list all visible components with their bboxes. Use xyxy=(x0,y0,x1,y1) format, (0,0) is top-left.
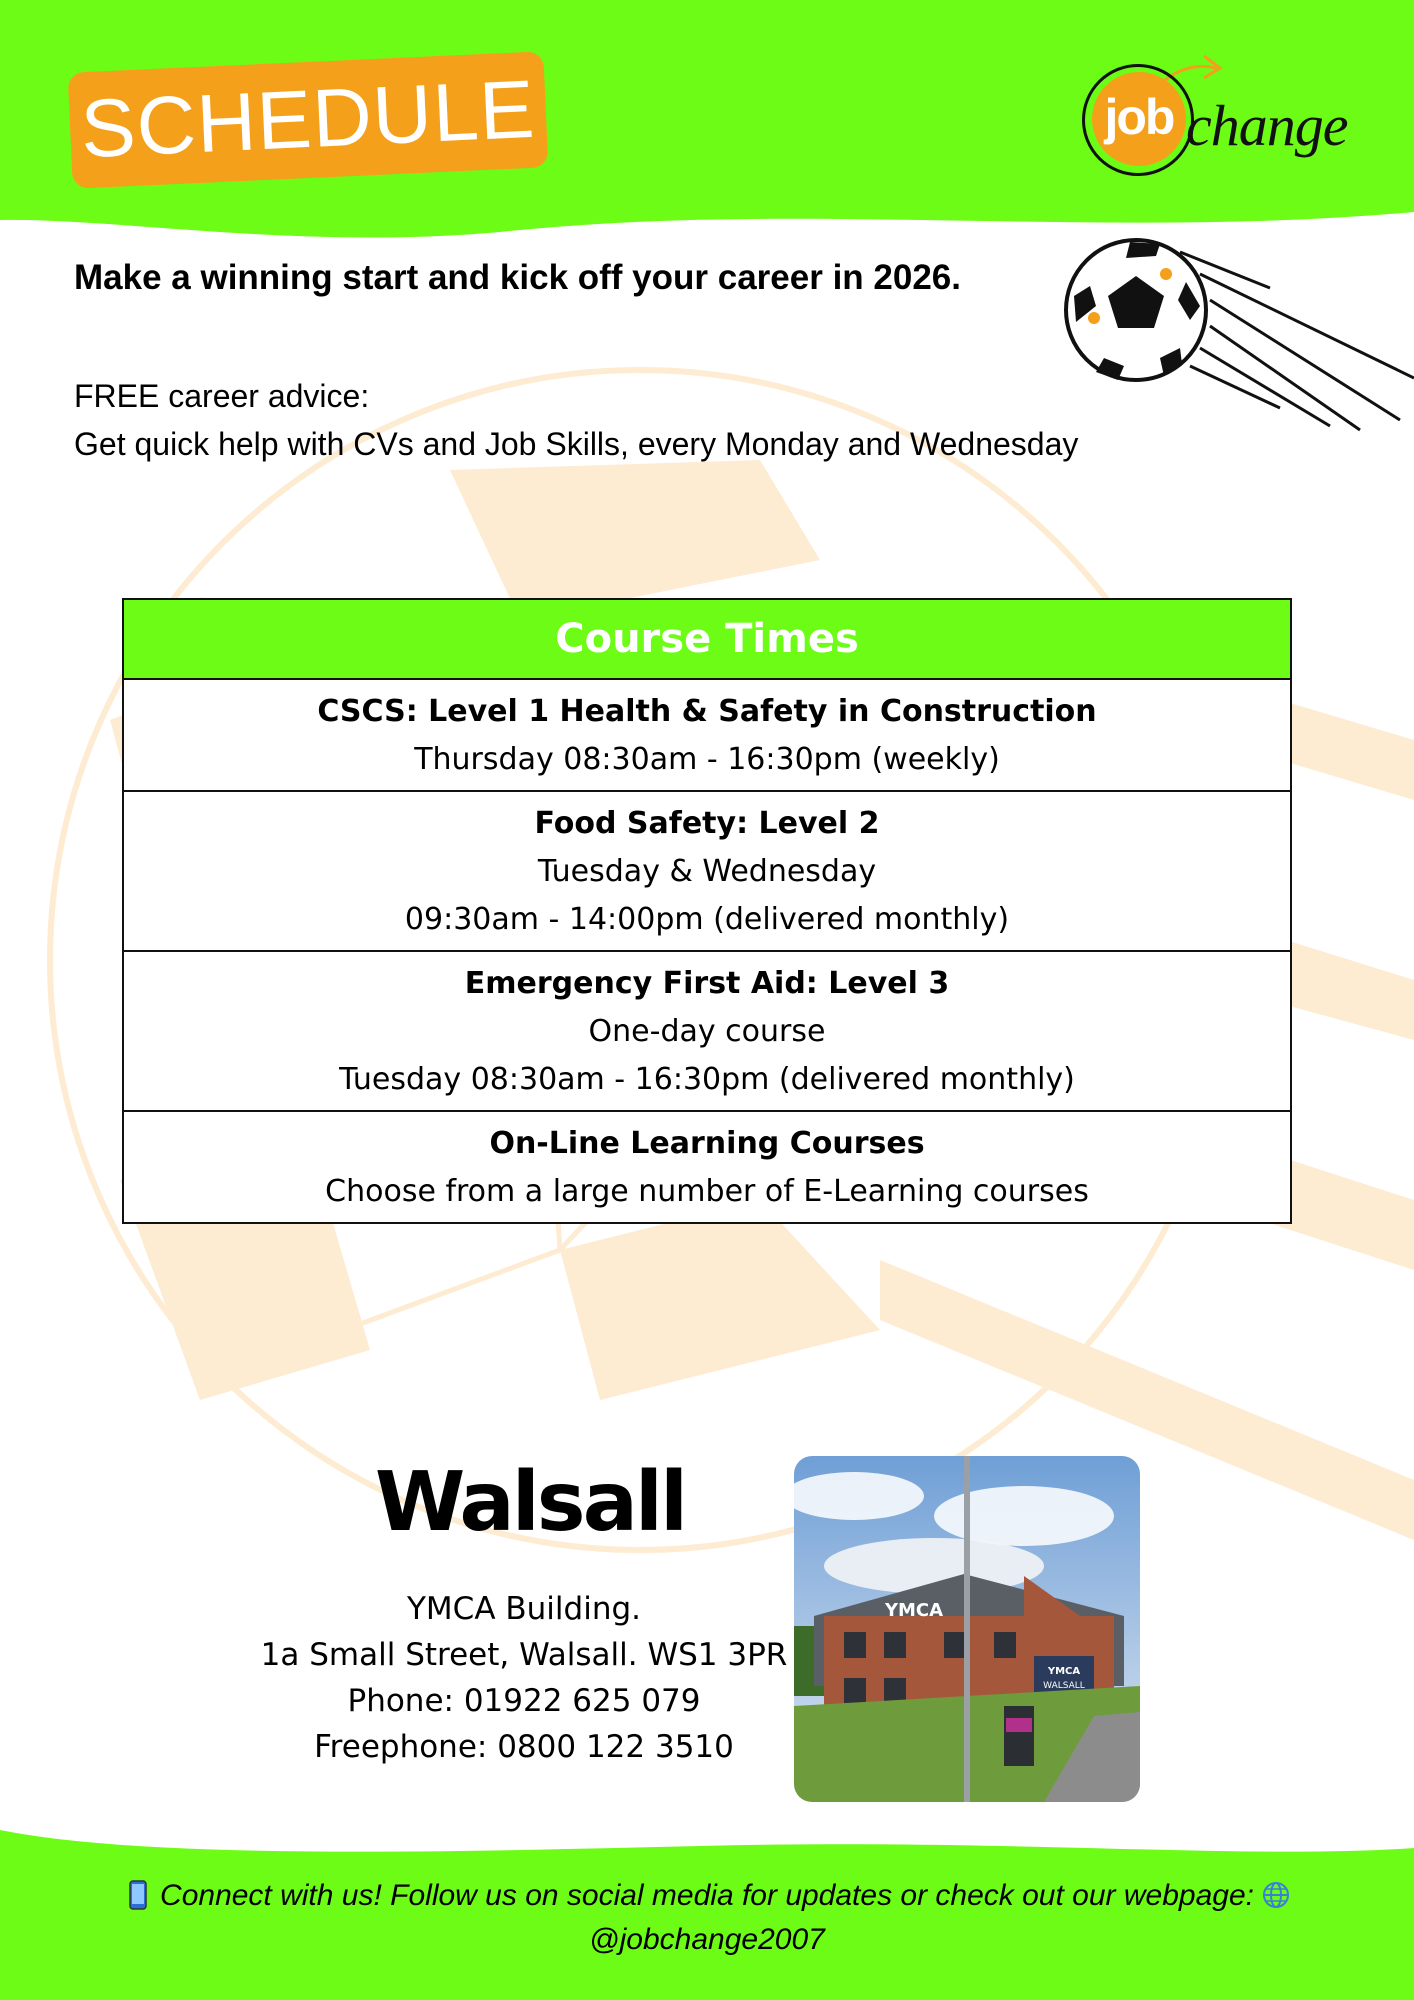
photo-sign-small: YMCA xyxy=(1047,1666,1081,1677)
ymca-building-photo xyxy=(794,1456,1140,1802)
course-title: Emergency First Aid: Level 3 xyxy=(464,966,950,1001)
course-detail: Tuesday & Wednesday xyxy=(537,854,877,889)
photo-sign-place: WALSALL xyxy=(1043,1681,1085,1691)
course-row xyxy=(124,1112,1290,1222)
schedule-badge-label: SCHEDULE xyxy=(78,63,538,176)
course-detail: One-day course xyxy=(588,1014,826,1049)
branch-name: Walsall xyxy=(374,1455,686,1550)
course-title: On-Line Learning Courses xyxy=(489,1126,925,1161)
course-detail: 09:30am - 14:00pm (delivered monthly) xyxy=(404,902,1010,937)
social-handle[interactable]: @jobchange2007 xyxy=(589,1923,825,1956)
course-detail: Thursday 08:30am - 16:30pm (weekly) xyxy=(414,742,1000,777)
course-detail: Choose from a large number of E-Learning courses xyxy=(325,1174,1089,1209)
soccer-ball-icon xyxy=(1060,230,1414,440)
logo-word-job: job xyxy=(1104,89,1174,145)
address-line-1: YMCA Building. xyxy=(407,1591,641,1627)
advice-line-2: Get quick help with CVs and Job Skills, every Monday and Wednesday xyxy=(74,426,1079,462)
course-times-header xyxy=(124,600,1290,680)
course-title: Food Safety: Level 2 xyxy=(534,806,880,841)
course-detail: Tuesday 08:30am - 16:30pm (delivered monthly) xyxy=(339,1062,1075,1097)
logo-word-change: change xyxy=(1186,93,1348,158)
branch-address xyxy=(224,1586,824,1770)
logo-circle xyxy=(1092,72,1186,166)
schedule-badge xyxy=(68,51,549,188)
address-line-2: 1a Small Street, Walsall. WS1 3PR xyxy=(260,1637,788,1673)
course-times-table xyxy=(122,598,1292,1224)
footer-line-1 xyxy=(0,1874,1414,1918)
freephone-number: Freephone: 0800 122 3510 xyxy=(314,1729,734,1765)
course-row xyxy=(124,792,1290,952)
jobchange-logo xyxy=(1078,52,1348,188)
headline: Make a winning start and kick off your career in 2026. xyxy=(74,258,961,297)
course-times-heading: Course Times xyxy=(555,616,859,662)
course-row xyxy=(124,680,1290,792)
phone-number: Phone: 01922 625 079 xyxy=(347,1683,701,1719)
photo-sign-big: YMCA xyxy=(884,1600,944,1621)
advice-line-1: FREE career advice: xyxy=(74,378,370,414)
footer-connect-text: Connect with us! Follow us on social media for updates or check out our webpage: xyxy=(160,1879,1254,1912)
course-row xyxy=(124,952,1290,1112)
course-title: CSCS: Level 1 Health & Safety in Construction xyxy=(317,694,1097,729)
career-advice xyxy=(74,372,1078,468)
globe-icon xyxy=(1262,1880,1290,1910)
mobile-phone-icon xyxy=(124,1880,152,1910)
footer xyxy=(0,1874,1414,1962)
